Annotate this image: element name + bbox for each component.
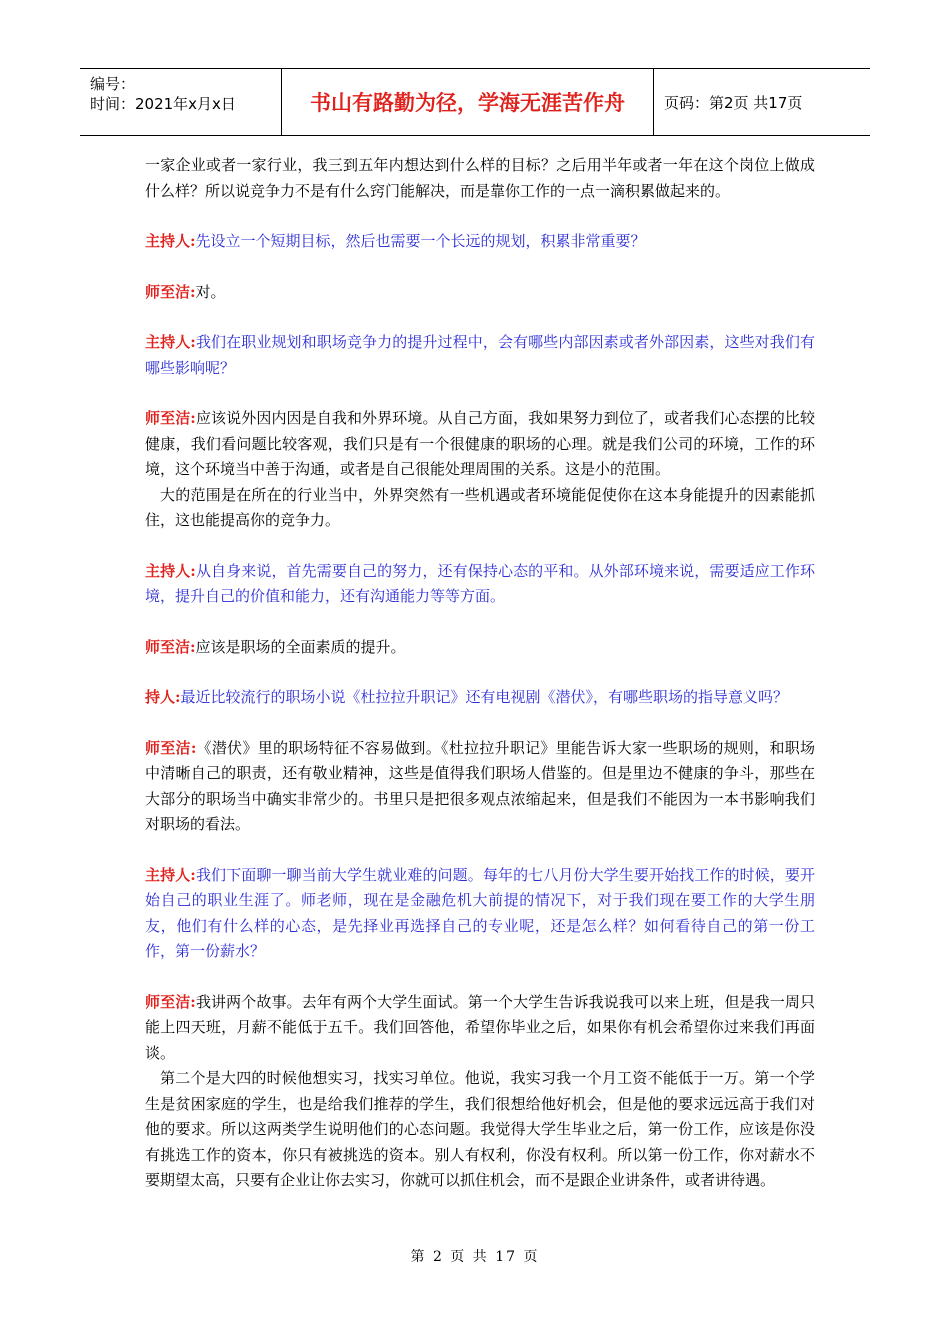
speaker-label: 师至洁: <box>145 282 196 301</box>
speaker-label: 主持人: <box>145 561 196 580</box>
dialogue-guest <box>145 406 815 483</box>
speaker-label: 师至洁: <box>145 992 196 1011</box>
paragraph <box>145 153 815 204</box>
guest-text: 我讲两个故事。去年有两个大学生面试。第一个大学生告诉我说我可以来上班，但是我一周只能上四天班，月薪不能低于五千。我们回答他，希望你毕业之后，如果你有机会希望你过来我们再面谈。 <box>145 992 815 1062</box>
paragraph-text: 大的范围是在所在的行业当中，外界突然有一些机遇或者环境能促使你在这本身能提升的因素能抓住，这也能提高你的竞争力。 <box>145 485 815 529</box>
speaker-label: 主持人: <box>145 333 196 351</box>
speaker-label: 持人: <box>145 688 181 706</box>
header-motto: 书山有路勤为径，学海无涯苦作舟 <box>282 69 654 135</box>
host-text: 先设立一个短期目标，然后也需要一个长远的规划，积累非常重要？ <box>195 232 646 250</box>
speaker-label: 师至洁: <box>145 738 197 757</box>
paragraph <box>145 1066 815 1194</box>
header-page-indicator: 页码：第2页 共17页 <box>664 93 803 112</box>
dialogue-host <box>145 559 815 610</box>
dialogue-guest <box>145 736 815 838</box>
dialogue-host <box>145 863 815 965</box>
speaker-label: 主持人: <box>145 232 196 250</box>
dialogue-host <box>145 685 815 711</box>
host-text: 最近比较流行的职场小说《杜拉拉升职记》还有电视剧《潜伏》，有哪些职场的指导意义吗？ <box>180 688 789 706</box>
host-text: 从自身来说，首先需要自己的努力，还有保持心态的平和。从外部环境来说，需要适应工作环境，提升自己的价值和能力，还有沟通能力等等方面。 <box>145 561 815 605</box>
dialogue-guest <box>145 280 815 306</box>
paragraph-text: 第二个是大四的时候他想实习，找实习单位。他说，我实习我一个月工资不能低于一万。第一个学生是贫困家庭的学生，也是给我们推荐的学生，我们很想给他好机会，但是他的要求远远高于我们对他的要求。所以这两类学生说明他们的心态问题。我觉得大学生毕业之后，第一份工作，应该是你没有挑选工作的资本，你只有被挑选的资本。别人有权利，你没有权利。所以第一份工作，你对薪水不要期望太高，只要有企业让你去实习，你就可以抓住机会，而不是跟企业讲条件，或者讲待遇。 <box>145 1069 815 1189</box>
page-header <box>80 68 870 136</box>
dialogue-guest <box>145 990 815 1067</box>
document-date-label: 时间：2021年x月x日 <box>90 95 236 113</box>
paragraph <box>145 483 815 534</box>
document-body <box>145 153 815 1194</box>
guest-text: 对。 <box>195 282 226 301</box>
header-meta <box>80 69 282 135</box>
document-number-label: 编号： <box>90 75 136 93</box>
dialogue-guest <box>145 635 815 661</box>
guest-text: 《潜伏》里的职场特征不容易做到。《杜拉拉升职记》里能告诉大家一些职场的规则，和职场中清晰自己的职责，还有敬业精神，这些是值得我们职场人借鉴的。但是里边不健康的争斗，那些在大部分的职场当中确实非常少的。书里只是把很多观点浓缩起来，但是我们不能因为一本书影响我们对职场的看法。 <box>145 738 815 833</box>
paragraph-text: 一家企业或者一家行业，我三到五年内想达到什么样的目标？之后用半年或者一年在这个岗位上做成什么样？所以说竞争力不是有什么窍门能解决，而是靠你工作的一点一滴积累做起来的。 <box>145 156 815 200</box>
host-text: 我们在职业规划和职场竞争力的提升过程中，会有哪些内部因素或者外部因素，这些对我们有哪些影响呢？ <box>145 333 815 377</box>
host-text: 我们下面聊一聊当前大学生就业难的问题。每年的七八月份大学生要开始找工作的时候，要开始自己的职业生涯了。师老师，现在是金融危机大前提的情况下，对于我们现在要工作的大学生朋友，他们有什么样的心态，是先择业再选择自己的专业呢，还是怎么样？如何看待自己的第一份工作，第一份薪水？ <box>145 865 815 960</box>
page-footer: 第 2 页 共 17 页 <box>410 1249 540 1265</box>
guest-text: 应该是职场的全面素质的提升。 <box>195 637 406 656</box>
speaker-label: 师至洁: <box>145 637 196 656</box>
guest-text: 应该说外因内因是自我和外界环境。从自己方面，我如果努力到位了，或者我们心态摆的比较健康，我们看问题比较客观，我们只是有一个很健康的职场的心理。就是我们公司的环境，工作的环境，这个环境当中善于沟通，或者是自己很能处理周围的关系。这是小的范围。 <box>145 409 815 478</box>
speaker-label: 主持人: <box>145 865 196 884</box>
speaker-label: 师至洁: <box>145 409 196 427</box>
dialogue-host <box>145 330 815 381</box>
dialogue-host <box>145 229 815 255</box>
